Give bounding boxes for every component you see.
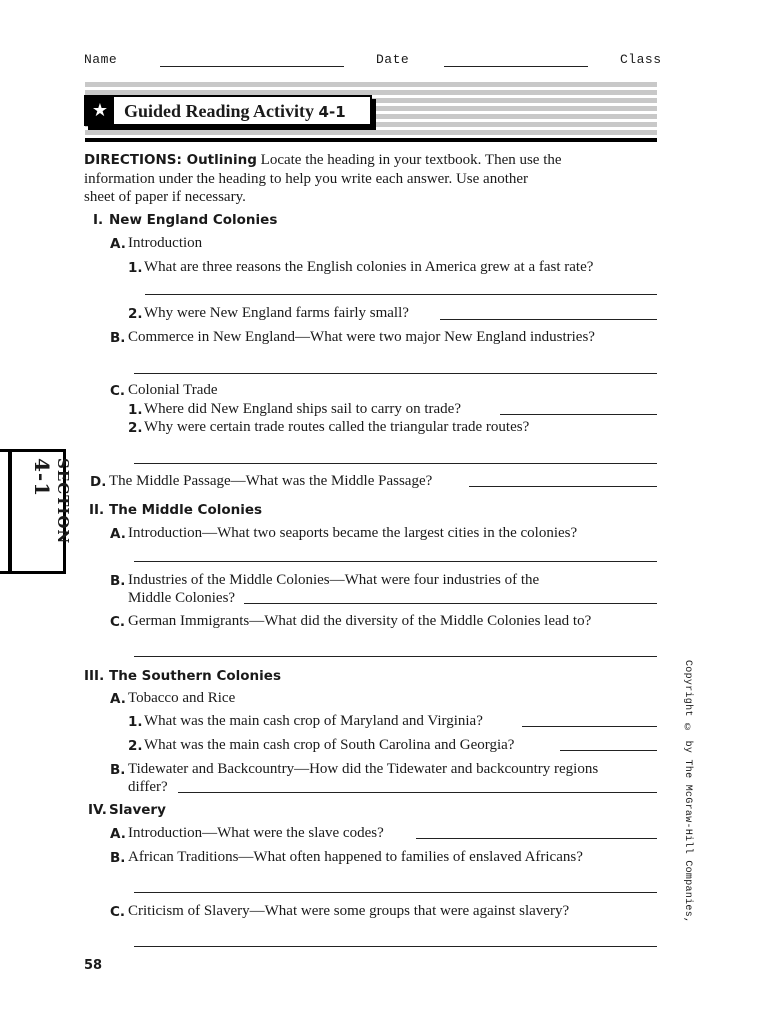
- section-3-number: III.: [84, 668, 105, 684]
- title-text: Guided Reading Activity: [124, 101, 319, 121]
- directions-type: Outlining: [186, 152, 257, 168]
- copyright-notice: Copyright © by The McGraw-Hill Companies,: [682, 660, 693, 924]
- section-1-title: New England Colonies: [109, 212, 278, 228]
- item-1a-letter: A.: [110, 236, 126, 252]
- answer-1c2[interactable]: [134, 463, 657, 464]
- item-4a-letter: A.: [110, 826, 126, 842]
- item-1d-text: The Middle Passage—What was the Middle Passage?: [109, 473, 433, 489]
- answer-4b[interactable]: [134, 892, 657, 893]
- q-1c2-text: Why were certain trade routes called the triangular trade routes?: [144, 419, 530, 435]
- item-1d-letter: D.: [90, 474, 107, 490]
- item-2a-text: Introduction—What two seaports became the largest cities in the colonies?: [128, 525, 578, 541]
- section-3-title: The Southern Colonies: [109, 668, 281, 684]
- class-label: Class: [620, 52, 662, 67]
- answer-2b[interactable]: [244, 603, 657, 604]
- section-4-number: IV.: [88, 802, 107, 818]
- answer-3a1[interactable]: [522, 726, 657, 727]
- title-rule: [85, 138, 657, 142]
- directions-label: DIRECTIONS:: [84, 152, 187, 168]
- activity-title: [84, 95, 372, 126]
- item-1a-text: Introduction: [128, 235, 203, 251]
- item-4b-letter: B.: [110, 850, 126, 866]
- directions-line2: information under the heading to help you write each answer. Use another: [84, 171, 529, 187]
- side-tab-label: SECTION: [54, 458, 72, 545]
- answer-1b[interactable]: [134, 373, 657, 374]
- item-3a-text: Tobacco and Rice: [128, 690, 236, 706]
- q-1c2-number: 2.: [128, 420, 143, 436]
- star-icon: ★: [86, 97, 114, 124]
- item-2c-letter: C.: [110, 614, 126, 630]
- q-3a1-number: 1.: [128, 714, 143, 730]
- item-2b-text-1: Industries of the Middle Colonies—What were four industries of the: [128, 572, 540, 588]
- date-label: Date: [376, 52, 410, 67]
- answer-1a2[interactable]: [440, 319, 657, 320]
- item-1b-letter: B.: [110, 330, 126, 346]
- date-field[interactable]: [444, 66, 588, 67]
- q-1a1-text: What are three reasons the English colonies in America grew at a fast rate?: [144, 259, 594, 275]
- section-side-tab: [0, 449, 72, 574]
- q-3a1-text: What was the main cash crop of Maryland and Virginia?: [144, 713, 483, 729]
- name-field[interactable]: [160, 66, 344, 67]
- q-1c1-text: Where did New England ships sail to carry on trade?: [144, 401, 461, 417]
- item-1b-text: Commerce in New England—What were two major New England industries?: [128, 329, 595, 345]
- directions-line3: sheet of paper if necessary.: [84, 189, 246, 205]
- answer-2a[interactable]: [134, 561, 657, 562]
- q-1a2-number: 2.: [128, 306, 143, 322]
- directions-line1: Locate the heading in your textbook. Then use the: [256, 152, 562, 168]
- answer-3a2[interactable]: [560, 750, 657, 751]
- q-1a1-number: 1.: [128, 260, 143, 276]
- answer-4a[interactable]: [416, 838, 657, 839]
- item-2b-text-2: Middle Colonies?: [128, 590, 236, 606]
- item-2b-letter: B.: [110, 573, 126, 589]
- item-1c-letter: C.: [110, 383, 126, 399]
- item-3a-letter: A.: [110, 691, 126, 707]
- answer-1a1[interactable]: [145, 294, 657, 295]
- item-4c-letter: C.: [110, 904, 126, 920]
- name-label: Name: [84, 52, 118, 67]
- item-2c-text: German Immigrants—What did the diversity of the Middle Colonies lead to?: [128, 613, 592, 629]
- item-4b-text: African Traditions—What often happened to families of enslaved Africans?: [128, 849, 583, 865]
- section-2-number: II.: [89, 502, 105, 518]
- page-number: 58: [84, 958, 103, 973]
- directions: [84, 151, 562, 169]
- item-4c-text: Criticism of Slavery—What were some groups that were against slavery?: [128, 903, 570, 919]
- section-4-title: Slavery: [109, 802, 166, 818]
- answer-2c[interactable]: [134, 656, 657, 657]
- q-3a2-text: What was the main cash crop of South Carolina and Georgia?: [144, 737, 515, 753]
- item-2a-letter: A.: [110, 526, 126, 542]
- section-2-title: The Middle Colonies: [109, 502, 263, 518]
- side-tab-number: 4-1: [30, 458, 54, 498]
- item-1c-text: Colonial Trade: [128, 382, 218, 398]
- q-1a2-text: Why were New England farms fairly small?: [144, 305, 409, 321]
- item-4a-text: Introduction—What were the slave codes?: [128, 825, 384, 841]
- item-3b-letter: B.: [110, 762, 126, 778]
- answer-1d[interactable]: [469, 486, 657, 487]
- section-1-number: I.: [93, 212, 104, 228]
- q-3a2-number: 2.: [128, 738, 143, 754]
- answer-1c1[interactable]: [500, 414, 657, 415]
- item-3b-text-1: Tidewater and Backcountry—How did the Tidewater and backcountry regions: [128, 761, 599, 777]
- title-number: 4-1: [318, 103, 346, 121]
- answer-4c[interactable]: [134, 946, 657, 947]
- item-3b-text-2: differ?: [128, 779, 168, 795]
- q-1c1-number: 1.: [128, 402, 143, 418]
- answer-3b[interactable]: [178, 792, 657, 793]
